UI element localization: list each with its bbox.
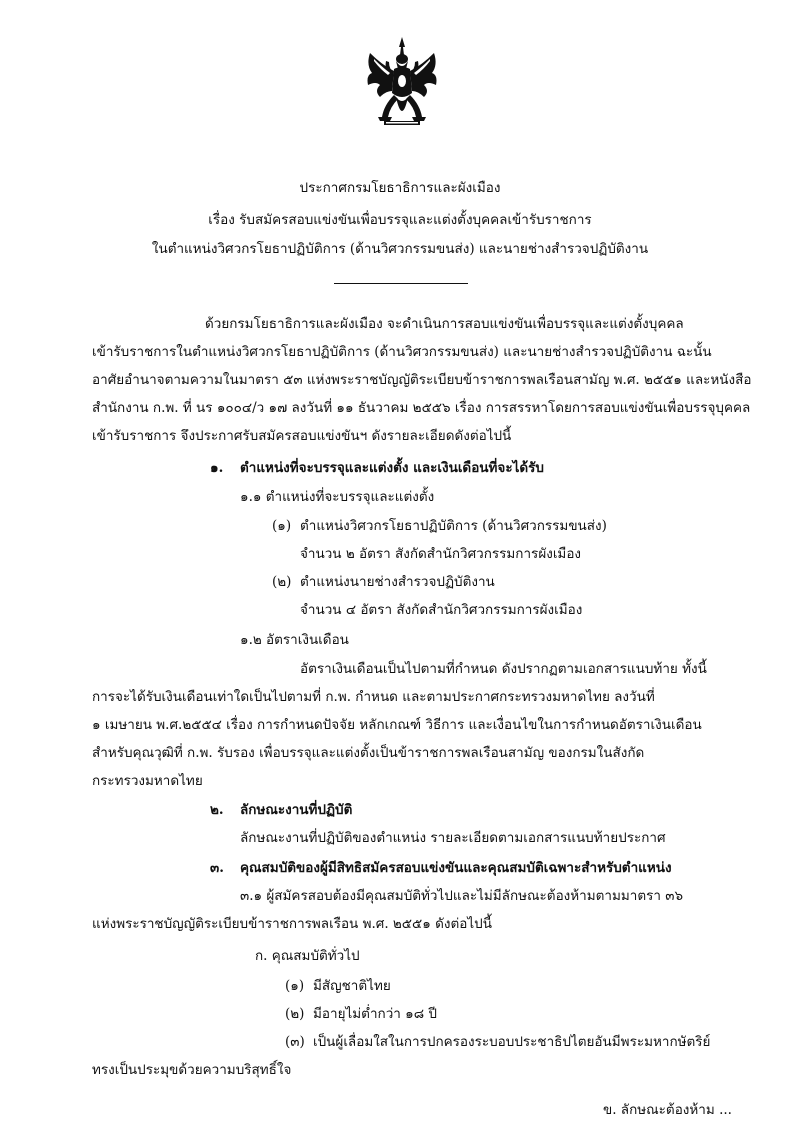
subsection-heading: ๑.๒ อัตราเงินเดือน [240, 632, 349, 648]
section-heading: ตำแหน่งที่จะบรรจุและแต่งตั้ง และเงินเดือนที่จะได้รับ [240, 460, 544, 476]
subsection-heading: ๓.๑ ผู้สมัครสอบต้องมีคุณสมบัติทั่วไปและไม่มีลักษณะต้องห้ามตามมาตรา ๓๖ [240, 888, 684, 904]
announcement-title: ประกาศกรมโยธาธิการและผังเมือง [299, 180, 501, 196]
position-title: ตำแหน่งนายช่างสำรวจปฏิบัติงาน [300, 574, 495, 590]
section-heading: คุณสมบัติของผู้มีสิทธิสมัครสอบแข่งขันและคุณสมบัติเฉพาะสำหรับตำแหน่ง [240, 860, 672, 876]
item-number: (๓) [285, 1034, 305, 1050]
salary-line: การจะได้รับเงินเดือนเท่าใดเป็นไปตามที่ ก.พ. กำหนด และตามประกาศกระทรวงมหาดไทย ลงวันที่ [92, 689, 655, 705]
position-detail: จำนวน ๔ อัตรา สังกัดสำนักวิศวกรรมการผังเมือง [300, 602, 583, 618]
header-divider [334, 283, 468, 284]
subsection-cont: แห่งพระราชบัญญัติระเบียบข้าราชการพลเรือน พ.ศ. ๒๕๕๑ ดังต่อไปนี้ [92, 916, 492, 932]
section-number: ๒. [210, 802, 224, 818]
announcement-subject-cont: ในตำแหน่งวิศวกรโยธาปฏิบัติการ (ด้านวิศวกรรมขนส่ง) และนายช่างสำรวจปฏิบัติงาน [151, 241, 649, 257]
item-number: (๑) [285, 978, 305, 994]
item-number: (๑) [272, 518, 292, 534]
item-number: (๒) [285, 1006, 305, 1022]
item-number: (๒) [272, 574, 292, 590]
qualification-item: มีสัญชาติไทย [313, 978, 391, 994]
salary-line: อัตราเงินเดือนเป็นไปตามที่กำหนด ดังปรากฏตามเอกสารแนบท้าย ทั้งนี้ [300, 661, 707, 677]
qualification-heading: ก. คุณสมบัติทั่วไป [255, 948, 360, 964]
intro-line: อาศัยอำนาจตามความในมาตรา ๕๓ แห่งพระราชบัญญัติระเบียบข้าราชการพลเรือนสามัญ พ.ศ. ๒๕๕๑ และหนังสือ [92, 372, 752, 388]
garuda-emblem [362, 35, 442, 133]
section-number: ๑. [210, 460, 224, 476]
qualification-item: มีอายุไม่ต่ำกว่า ๑๘ ปี [313, 1006, 438, 1022]
announcement-subject: เรื่อง รับสมัครสอบแข่งขันเพื่อบรรจุและแต่งตั้งบุคคลเข้ารับราชการ [208, 212, 592, 228]
section-body: ลักษณะงานที่ปฏิบัติของตำแหน่ง รายละเอียดตามเอกสารแนบท้ายประกาศ [240, 830, 666, 846]
intro-line: สำนักงาน ก.พ. ที่ นร ๑๐๐๔/ว ๑๗ ลงวันที่ ๑๑ ธันวาคม ๒๕๕๖ เรื่อง การสรรหาโดยการสอบแข่งขันเพื่อบรรจุบุคคล [92, 400, 751, 416]
subsection-heading: ๑.๑ ตำแหน่งที่จะบรรจุและแต่งตั้ง [240, 489, 435, 505]
intro-line: ด้วยกรมโยธาธิการและผังเมือง จะดำเนินการสอบแข่งขันเพื่อบรรจุและแต่งตั้งบุคคล [205, 316, 684, 332]
intro-line: เข้ารับราชการ จึงประกาศรับสมัครสอบแข่งขันฯ ดังรายละเอียดดังต่อไปนี้ [92, 428, 512, 444]
position-detail: จำนวน ๒ อัตรา สังกัดสำนักวิศวกรรมการผังเมือง [300, 546, 582, 562]
salary-line: กระทรวงมหาดไทย [92, 773, 203, 789]
section-number: ๓. [210, 860, 224, 876]
position-title: ตำแหน่งวิศวกรโยธาปฏิบัติการ (ด้านวิศวกรรมขนส่ง) [300, 518, 607, 534]
section-heading: ลักษณะงานที่ปฏิบัติ [240, 802, 353, 818]
salary-line: สำหรับคุณวุฒิที่ ก.พ. รับรอง เพื่อบรรจุและแต่งตั้งเป็นข้าราชการพลเรือนสามัญ ของกรมในสังกัด [92, 745, 645, 761]
page-continuation: ข. ลักษณะต้องห้าม ... [603, 1102, 732, 1118]
qualification-cont: ทรงเป็นประมุขด้วยความบริสุทธิ์ใจ [92, 1062, 292, 1078]
qualification-item: เป็นผู้เลื่อมใสในการปกครองระบอบประชาธิปไตยอันมีพระมหากษัตริย์ [313, 1034, 711, 1050]
intro-line: เข้ารับราชการในตำแหน่งวิศวกรโยธาปฏิบัติการ (ด้านวิศวกรรมขนส่ง) และนายช่างสำรวจปฏิบัติงาน ฉะนั้น [92, 344, 712, 360]
salary-line: ๑ เมษายน พ.ศ.๒๕๕๔ เรื่อง การกำหนดปัจจัย หลักเกณฑ์ วิธีการ และเงื่อนไขในการกำหนดอัตราเงินเดือน [92, 717, 702, 733]
